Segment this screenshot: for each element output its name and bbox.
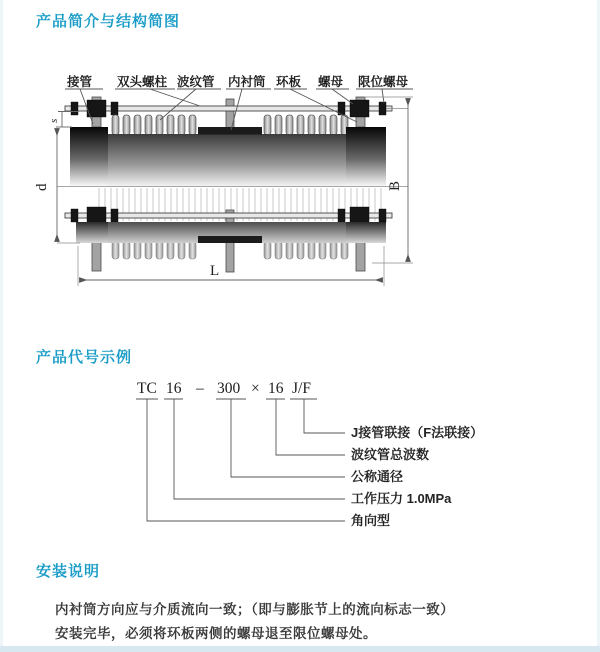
page-edge-bottom bbox=[0, 646, 600, 652]
code-segment-press: 16 bbox=[166, 380, 182, 397]
bellows-right-bottom bbox=[264, 241, 348, 259]
code-segment-dash: – bbox=[196, 380, 204, 397]
dimension-letter-s: s bbox=[48, 118, 60, 123]
pipe-end-left bbox=[70, 127, 108, 186]
callout-wave-count: 波纹管总波数 bbox=[351, 447, 430, 462]
code-segment-times: × bbox=[251, 380, 260, 397]
section-title-intro: 产品简介与结构简图 bbox=[36, 13, 181, 30]
code-segment-type: TC bbox=[137, 380, 157, 397]
dimension-letter-B: B bbox=[387, 180, 403, 191]
dimension-letter-d: d bbox=[34, 183, 50, 191]
page-edge-left bbox=[0, 0, 3, 652]
leader-line-luomu bbox=[332, 89, 353, 104]
callout-nominal-dia: 公称通径 bbox=[351, 469, 404, 484]
installation-line-1: 内衬筒方向应与介质流向一致；（即与膨胀节上的流向标志一致） bbox=[55, 602, 455, 617]
bellows-right bbox=[264, 115, 348, 135]
center-collar bbox=[198, 127, 262, 135]
nut-left bbox=[111, 102, 118, 115]
nut-block-right bbox=[350, 100, 369, 117]
code-segment-conn: J/F bbox=[292, 380, 311, 397]
part-label-luomu: 螺母 bbox=[318, 75, 344, 89]
installation-line-2: 安装完毕，必须将环板两侧的螺母退至限位螺母处。 bbox=[55, 626, 377, 641]
leader-line-xianweiluomu bbox=[382, 89, 384, 103]
pipe-end-right bbox=[346, 127, 386, 186]
nut-block-left-bottom bbox=[87, 207, 106, 224]
nut-left-bottom bbox=[111, 209, 118, 222]
part-label-neichentong: 内衬筒 bbox=[228, 75, 266, 89]
callout-pressure: 工作压力 1.0MPa bbox=[351, 491, 452, 506]
part-label-jieguan: 接管 bbox=[67, 75, 93, 89]
code-string bbox=[137, 380, 311, 397]
joint-lower-half bbox=[65, 207, 392, 272]
center-collar-bottom bbox=[198, 236, 262, 243]
part-label-huanban: 环板 bbox=[276, 75, 302, 89]
part-label-shuangtou: 双头螺柱 bbox=[117, 75, 168, 89]
part-label-xianweiluomu: 限位螺母 bbox=[358, 75, 409, 89]
pipe-end-right-bottom bbox=[346, 222, 386, 243]
code-callouts bbox=[351, 425, 483, 528]
bellows-left bbox=[112, 115, 196, 135]
limit-nut-right-bottom bbox=[379, 209, 386, 222]
code-callout-lines bbox=[136, 399, 345, 521]
structure-diagram bbox=[0, 60, 600, 310]
nut-right-bottom bbox=[338, 209, 345, 222]
code-segment-dn: 300 bbox=[217, 380, 241, 397]
pipe-end-left-bottom bbox=[76, 222, 108, 243]
installation-notes bbox=[55, 598, 555, 646]
limit-nut-left bbox=[71, 102, 78, 115]
nut-block-right-bottom bbox=[350, 207, 369, 224]
part-label-bowenguan: 波纹管 bbox=[177, 75, 215, 89]
callout-connection: J接管联接（F法联接） bbox=[351, 425, 484, 440]
dimension-letter-L: L bbox=[210, 263, 220, 279]
limit-nut-left-bottom bbox=[71, 209, 78, 222]
product-code-diagram bbox=[0, 372, 600, 552]
code-segment-waves: 16 bbox=[268, 380, 284, 397]
callout-angular-type: 角向型 bbox=[351, 513, 391, 528]
shell-body bbox=[108, 134, 348, 186]
limit-nut-right bbox=[379, 102, 386, 115]
section-title-code: 产品代号示例 bbox=[36, 349, 133, 366]
section-title-install: 安装说明 bbox=[36, 563, 101, 580]
bellows-left-bottom bbox=[112, 241, 196, 259]
